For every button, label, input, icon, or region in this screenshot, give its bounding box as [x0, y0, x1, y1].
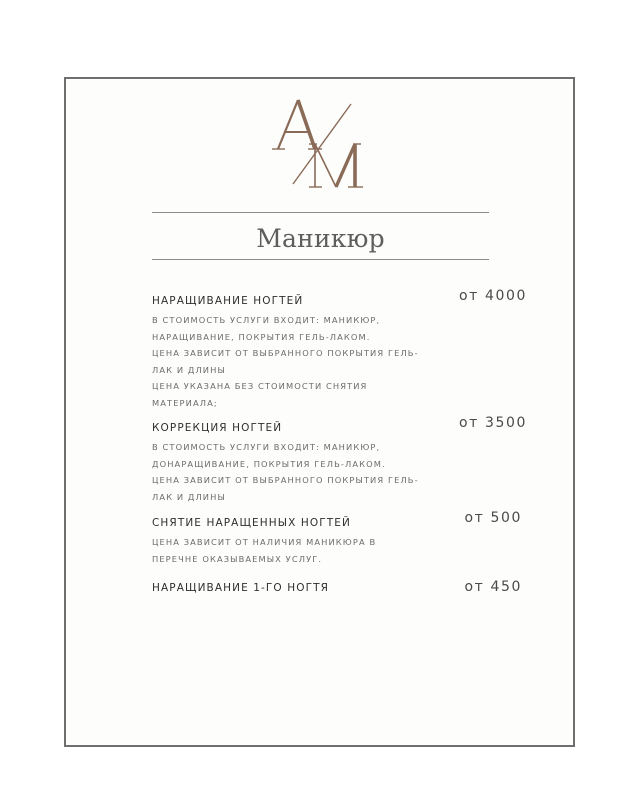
description-line: ЦЕНА ЗАВИСИТ ОТ ВЫБРАННОГО ПОКРЫТИЯ ГЕЛЬ- — [152, 348, 419, 358]
title-divider-bottom — [152, 259, 489, 260]
description-line: ЛАК И ДЛИНЫ — [152, 364, 226, 375]
description-line: НАРАЩИВАНИЕ, ПОКРЫТИЯ ГЕЛЬ-ЛАКОМ. — [152, 331, 371, 342]
service-price: от 3500 — [459, 415, 527, 431]
description-line: ЦЕНА УКАЗАНА БЕЗ СТОИМОСТИ СНЯТИЯ — [152, 381, 368, 391]
service-price: от 500 — [464, 510, 522, 526]
description-line: МАТЕРИАЛА; — [152, 397, 218, 408]
service-item — [152, 510, 532, 567]
service-description — [152, 312, 417, 411]
description-line: В СТОИМОСТЬ УСЛУГИ ВХОДИТ: МАНИКЮР, — [152, 442, 381, 452]
service-name: КОРРЕКЦИЯ НОГТЕЙ — [152, 422, 283, 434]
monogram-logo-icon — [262, 94, 388, 200]
service-item — [152, 581, 532, 595]
description-line: ПЕРЕЧНЕ ОКАЗЫВАЕМЫХ УСЛУГ. — [152, 553, 323, 564]
service-price: от 4000 — [459, 288, 527, 304]
service-item — [152, 288, 532, 411]
description-line: ЛАК И ДЛИНЫ — [152, 491, 226, 502]
description-line: ЦЕНА ЗАВИСИТ ОТ ВЫБРАННОГО ПОКРЫТИЯ ГЕЛЬ- — [152, 475, 419, 485]
service-description — [152, 534, 417, 567]
page-title: Маникюр — [256, 224, 385, 253]
service-name: НАРАЩИВАНИЕ 1-ГО НОГТЯ — [152, 582, 329, 594]
service-description — [152, 439, 417, 505]
service-name: СНЯТИЕ НАРАЩЕННЫХ НОГТЕЙ — [152, 517, 351, 529]
description-line: В СТОИМОСТЬ УСЛУГИ ВХОДИТ: МАНИКЮР, — [152, 315, 381, 325]
service-price: от 450 — [464, 579, 522, 595]
description-line: ЦЕНА ЗАВИСИТ ОТ НАЛИЧИЯ МАНИКЮРА В — [152, 537, 377, 547]
monogram-logo — [262, 94, 388, 200]
title-divider-top — [152, 212, 489, 213]
service-name: НАРАЩИВАНИЕ НОГТЕЙ — [152, 295, 304, 307]
service-item — [152, 415, 532, 505]
description-line: ДОНАРАЩИВАНИЕ, ПОКРЫТИЯ ГЕЛЬ-ЛАКОМ. — [152, 458, 386, 469]
